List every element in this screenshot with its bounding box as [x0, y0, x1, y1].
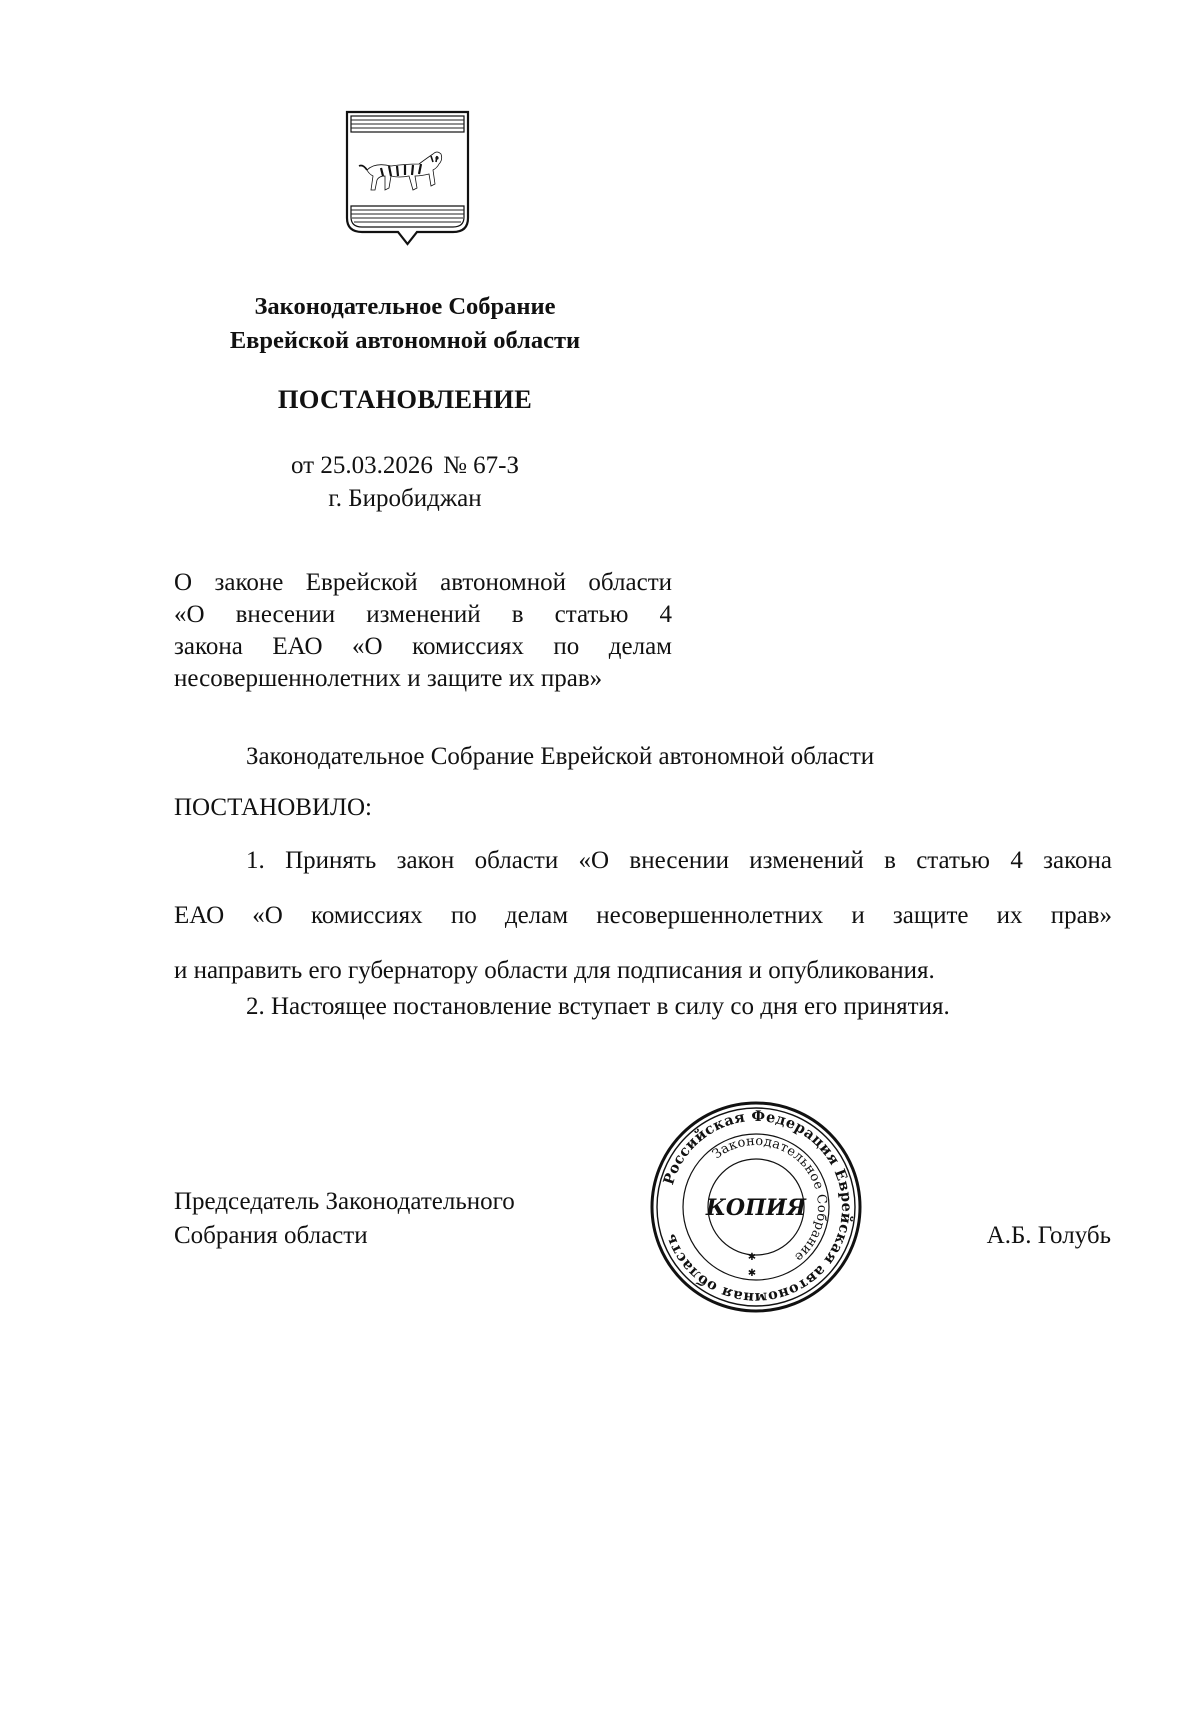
- resolution-line: ЕАО «О комиссиях по делам несовершеннолетних и защите их прав»: [174, 902, 1112, 929]
- document-subject: [174, 567, 672, 695]
- document-date: от 25.03.2026: [290, 452, 433, 479]
- stamp-inner-text: Законодательное Собрание: [709, 1133, 830, 1265]
- subject-line: «О внесении изменений в статью 4: [174, 601, 672, 628]
- body-preamble: Законодательное Собрание Еврейской автономной области: [246, 743, 875, 770]
- resolution-line: 2. Настоящее постановление вступает в силу со дня его принятия.: [246, 993, 950, 1020]
- resolution-line: 1. Принять закон области «О внесении изменений в статью 4 закона: [246, 847, 1112, 874]
- signatory-position-line1: Председатель Законодательного: [174, 1188, 515, 1215]
- subject-line: закона ЕАО «О комиссиях по делам: [174, 633, 672, 660]
- body-decided: ПОСТАНОВИЛО:: [174, 794, 372, 821]
- signatory-position: [174, 1185, 515, 1253]
- subject-line: О законе Еврейской автономной области: [174, 569, 672, 596]
- document-number: № 67-З: [443, 452, 520, 479]
- stamp-outer-text: Российская Федерация Еврейская автономная область: [660, 1107, 856, 1307]
- organization-name-line2: Еврейской автономной области: [229, 327, 581, 354]
- resolution-item-1: [174, 844, 1112, 988]
- document-date-number: [180, 452, 630, 480]
- organization-name-line1: Законодательное Собрание: [254, 293, 556, 320]
- svg-text:✱: ✱: [747, 1252, 757, 1263]
- resolution-item-2: [174, 990, 1112, 1024]
- signatory-position-line2: Собрания области: [174, 1222, 368, 1249]
- svg-text:✱: ✱: [747, 1268, 757, 1279]
- subject-line: несовершеннолетних и защите их прав»: [174, 665, 603, 692]
- stamp-center-text: КОПИЯ: [705, 1195, 807, 1221]
- tiger-coat-of-arms-icon: [345, 110, 470, 255]
- signatory-name: А.Б. Голубь: [986, 1222, 1111, 1249]
- document-type-title: ПОСТАНОВЛЕНИЕ: [277, 384, 533, 414]
- document-city: г. Биробиджан: [328, 485, 482, 512]
- resolution-line: и направить его губернатору области для подписания и опубликования.: [174, 957, 935, 984]
- official-stamp: [649, 1100, 863, 1314]
